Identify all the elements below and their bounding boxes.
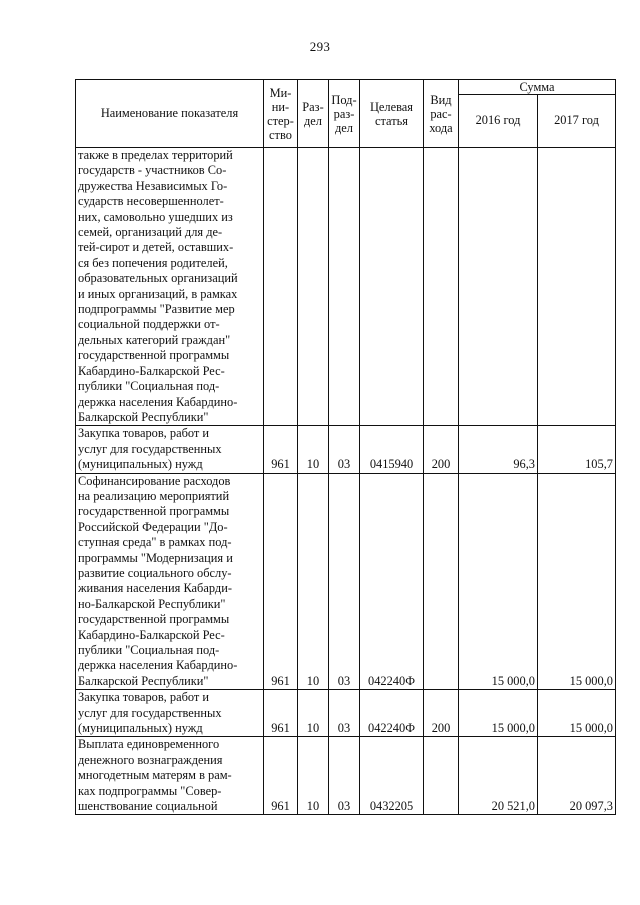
header-ministry-line: ни- xyxy=(271,99,290,114)
subsection-cell xyxy=(329,148,360,426)
indicator-name-line: денежного вознаграждения xyxy=(78,752,223,767)
subsection-cell: 03 xyxy=(329,690,360,737)
target-cell: 0432205 xyxy=(360,737,424,815)
header-ministry-line: стер- xyxy=(267,113,294,128)
indicator-name-line: семей, организаций для де- xyxy=(78,225,223,240)
indicator-name-line: подпрограммы "Развитие мер xyxy=(78,302,235,317)
table-row xyxy=(76,737,616,815)
indicator-name-line: услуг для государственных xyxy=(78,441,222,456)
indicator-name-line: и иных организаций, в рамках xyxy=(78,286,238,301)
indicator-name-line: Закупка товаров, работ и xyxy=(78,426,210,441)
header-section xyxy=(298,80,329,148)
header-expense-type-line: рас- xyxy=(430,106,452,121)
indicator-name-line: государственной программы xyxy=(78,348,230,363)
page-number: 293 xyxy=(309,39,331,54)
header-ministry-line: ство xyxy=(269,127,292,142)
sum-2016-cell: 96,3 xyxy=(459,426,538,473)
indicator-name-cell xyxy=(76,737,264,815)
ministry-cell xyxy=(264,148,298,426)
indicator-name-cell xyxy=(76,148,264,426)
section-cell: 10 xyxy=(298,473,329,690)
target-cell: 042240Ф xyxy=(360,690,424,737)
indicator-name-line: программы "Модернизация и xyxy=(78,550,233,565)
indicator-name-line: Софинансирование расходов xyxy=(78,473,231,488)
header-target xyxy=(360,80,424,148)
indicator-name-line: на реализацию мероприятий xyxy=(78,488,230,503)
expense-type-cell xyxy=(424,473,459,690)
ministry-cell: 961 xyxy=(264,690,298,737)
expense-type-cell xyxy=(424,737,459,815)
table-row xyxy=(76,690,616,737)
indicator-name-line: ступная среда" в рамках под- xyxy=(78,535,232,550)
target-cell xyxy=(360,148,424,426)
header-section-line: Раз- xyxy=(302,99,324,114)
header-subsection-line: Под- xyxy=(331,92,357,107)
sum-2016-cell xyxy=(459,148,538,426)
header-expense-type xyxy=(424,80,459,148)
indicator-name-line: услуг для государственных xyxy=(78,705,222,720)
subsection-cell: 03 xyxy=(329,426,360,473)
indicator-name-line: (муниципальных) нужд xyxy=(78,721,203,736)
indicator-name-line: публики "Социальная под- xyxy=(78,379,220,394)
budget-table xyxy=(75,79,616,815)
sum-2016-cell: 15 000,0 xyxy=(459,690,538,737)
indicator-name-line: Кабардино-Балкарской Рес- xyxy=(78,627,225,642)
subsection-cell: 03 xyxy=(329,737,360,815)
indicator-name-line: образовательных организаций xyxy=(78,271,238,286)
indicator-name-line: Балкарской Республики" xyxy=(78,409,209,424)
indicator-name-cell xyxy=(76,690,264,737)
indicator-name-line: дружества Независимых Го- xyxy=(78,178,228,193)
table-row xyxy=(76,473,616,690)
header-year-2017: 2017 год xyxy=(538,95,616,148)
indicator-name-line: шенствование социальной xyxy=(78,799,218,814)
header-year-2016: 2016 год xyxy=(459,95,538,148)
indicator-name-line: государств - участников Со- xyxy=(78,163,227,178)
header-subsection-line: дел xyxy=(335,120,353,135)
indicator-name-line: (муниципальных) нужд xyxy=(78,457,203,472)
indicator-name-line: также в пределах территорий xyxy=(78,148,233,162)
indicator-name-line: дельных категорий граждан" xyxy=(78,332,231,347)
indicator-name-cell xyxy=(76,473,264,690)
sum-2017-cell: 15 000,0 xyxy=(538,473,616,690)
table-row xyxy=(76,148,616,426)
indicator-name-line: них, самовольно ушедших из xyxy=(78,209,233,224)
sum-2017-cell xyxy=(538,148,616,426)
ministry-cell: 961 xyxy=(264,473,298,690)
section-cell: 10 xyxy=(298,690,329,737)
target-cell: 0415940 xyxy=(360,426,424,473)
indicator-name-line: многодетным матерям в рам- xyxy=(78,768,232,783)
header-sum: Сумма xyxy=(459,80,616,95)
indicator-name-line: публики "Социальная под- xyxy=(78,643,220,657)
expense-type-cell: 200 xyxy=(424,690,459,737)
indicator-name-line: Закупка товаров, работ и xyxy=(78,690,210,705)
indicator-name-line: государственной программы xyxy=(78,612,230,627)
indicator-name-line: государственной программы xyxy=(78,504,230,519)
indicator-name-line: но-Балкарской Республики" xyxy=(78,596,226,611)
header-expense-type-line: хода xyxy=(429,120,453,135)
header-expense-type-line: Вид xyxy=(430,92,452,107)
section-cell: 10 xyxy=(298,737,329,815)
indicator-name-line: Российской Федерации "До- xyxy=(78,519,228,534)
table-body xyxy=(76,148,616,815)
header-subsection-line: раз- xyxy=(333,106,355,121)
section-cell: 10 xyxy=(298,426,329,473)
indicator-name-line: Выплата единовременного xyxy=(78,737,220,752)
ministry-cell: 961 xyxy=(264,426,298,473)
section-cell xyxy=(298,148,329,426)
indicator-name-line: сударств несовершеннолет- xyxy=(78,194,224,209)
ministry-cell: 961 xyxy=(264,737,298,815)
header-target-line: Целевая xyxy=(369,99,414,114)
indicator-name-line: ся без попечения родителей, xyxy=(78,255,228,270)
header-target-line: статья xyxy=(374,113,408,128)
table-row xyxy=(76,426,616,473)
header-row xyxy=(76,80,616,95)
indicator-name-line: держка населения Кабардино- xyxy=(78,658,238,673)
indicator-name-line: ках подпрограммы "Совер- xyxy=(78,783,222,798)
indicator-name-line: Балкарской Республики" xyxy=(78,673,209,688)
indicator-name-cell xyxy=(76,426,264,473)
indicator-name-line: держка населения Кабардино- xyxy=(78,394,238,409)
sum-2017-cell: 20 097,3 xyxy=(538,737,616,815)
expense-type-cell: 200 xyxy=(424,426,459,473)
expense-type-cell xyxy=(424,148,459,426)
header-ministry-line: Ми- xyxy=(269,85,292,100)
header-subsection xyxy=(329,80,360,148)
indicator-name-line: живания населения Кабарди- xyxy=(78,581,232,596)
sum-2017-cell: 15 000,0 xyxy=(538,690,616,737)
sum-2017-cell: 105,7 xyxy=(538,426,616,473)
subsection-cell: 03 xyxy=(329,473,360,690)
header-ministry xyxy=(264,80,298,148)
header-name: Наименование показателя xyxy=(76,80,264,148)
sum-2016-cell: 15 000,0 xyxy=(459,473,538,690)
header-section-line: дел xyxy=(304,113,322,128)
indicator-name-line: социальной поддержки от- xyxy=(78,317,220,332)
sum-2016-cell: 20 521,0 xyxy=(459,737,538,815)
indicator-name-line: Кабардино-Балкарской Рес- xyxy=(78,363,225,378)
indicator-name-line: развитие социального обслу- xyxy=(78,565,232,580)
target-cell: 042240Ф xyxy=(360,473,424,690)
indicator-name-line: тей-сирот и детей, оставших- xyxy=(78,240,234,255)
